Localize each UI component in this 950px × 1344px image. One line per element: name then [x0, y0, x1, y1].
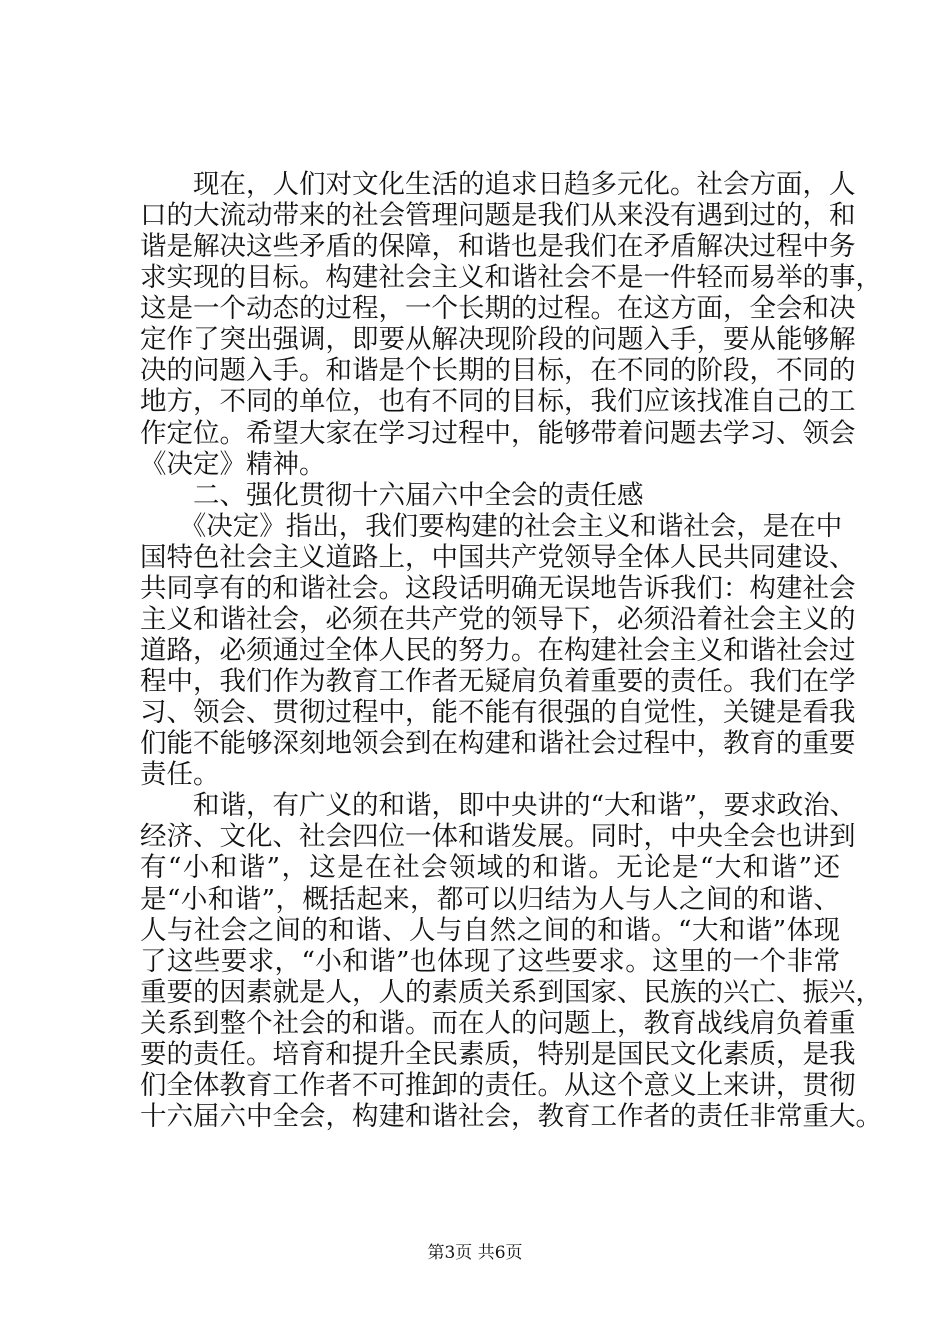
text-line: 口的大流动带来的社会管理问题是我们从来没有遇到过的，和: [140, 200, 856, 231]
text-line: 责任。: [140, 759, 220, 790]
text-line: 经济、文化、社会四位一体和谐发展。同时，中央全会也讲到: [140, 821, 856, 852]
section-heading: 二、强化贯彻十六届六中全会的责任感: [140, 480, 644, 511]
text-line: 现在，人们对文化生活的追求日趋多元化。社会方面，人: [140, 169, 856, 200]
text-line: 主义和谐社会，必须在共产党的领导下，必须沿着社会主义的: [140, 604, 856, 635]
text-line: 国特色社会主义道路上，中国共产党领导全体人民共同建设、: [140, 542, 856, 573]
text-line: 人与社会之间的和谐、人与自然之间的和谐。“大和谐”体现: [140, 915, 840, 946]
page-number: 第3页 共6页: [427, 1243, 523, 1263]
text-line: 谐是解决这些矛盾的保障，和谐也是我们在矛盾解决过程中务: [140, 231, 856, 262]
text-line: 道路，必须通过全体人民的努力。在构建社会主义和谐社会过: [140, 635, 856, 666]
text-line: 程中，我们作为教育工作者无疑肩负着重要的责任。我们在学: [140, 666, 856, 697]
text-line: 决的问题入手。和谐是个长期的目标，在不同的阶段，不同的: [140, 355, 856, 386]
text-line: 《决定》精神。: [140, 449, 326, 480]
text-line: 求实现的目标。构建社会主义和谐社会不是一件轻而易举的事，: [140, 262, 882, 293]
text-line: 《决定》指出，我们要构建的社会主义和谐社会，是在中: [140, 511, 843, 542]
text-line: 有“小和谐”，这是在社会领域的和谐。无论是“大和谐”还: [140, 852, 840, 883]
text-line: 要的责任。培育和提升全民素质，特别是国民文化素质，是我: [140, 1039, 856, 1070]
text-line: 共同享有的和谐社会。这段话明确无误地告诉我们：构建社会: [140, 573, 856, 604]
text-line: 关系到整个社会的和谐。而在人的问题上，教育战线肩负着重: [140, 1008, 856, 1039]
text-line: 和谐，有广义的和谐，即中央讲的“大和谐”，要求政治、: [140, 790, 857, 821]
text-line: 十六届六中全会，构建和谐社会，教育工作者的责任非常重大。: [140, 1101, 882, 1132]
text-line: 们能不能够深刻地领会到在构建和谐社会过程中，教育的重要: [140, 728, 856, 759]
text-line: 这是一个动态的过程，一个长期的过程。在这方面，全会和决: [140, 293, 856, 324]
text-line: 是“小和谐”，概括起来，都可以归结为人与人之间的和谐、: [140, 884, 840, 915]
text-line: 们全体教育工作者不可推卸的责任。从这个意义上来讲，贯彻: [140, 1070, 856, 1101]
text-line: 地方，不同的单位，也有不同的目标，我们应该找准自己的工: [140, 386, 856, 417]
text-line: 作定位。希望大家在学习过程中，能够带着问题去学习、领会: [140, 418, 856, 449]
text-line: 习、领会、贯彻过程中，能不能有很强的自觉性，关键是看我: [140, 697, 856, 728]
text-line: 了这些要求，“小和谐”也体现了这些要求。这里的一个非常: [140, 946, 840, 977]
text-line: 重要的因素就是人，人的素质关系到国家、民族的兴亡、振兴，: [140, 977, 882, 1008]
text-line: 定作了突出强调，即要从解决现阶段的问题入手，要从能够解: [140, 324, 856, 355]
